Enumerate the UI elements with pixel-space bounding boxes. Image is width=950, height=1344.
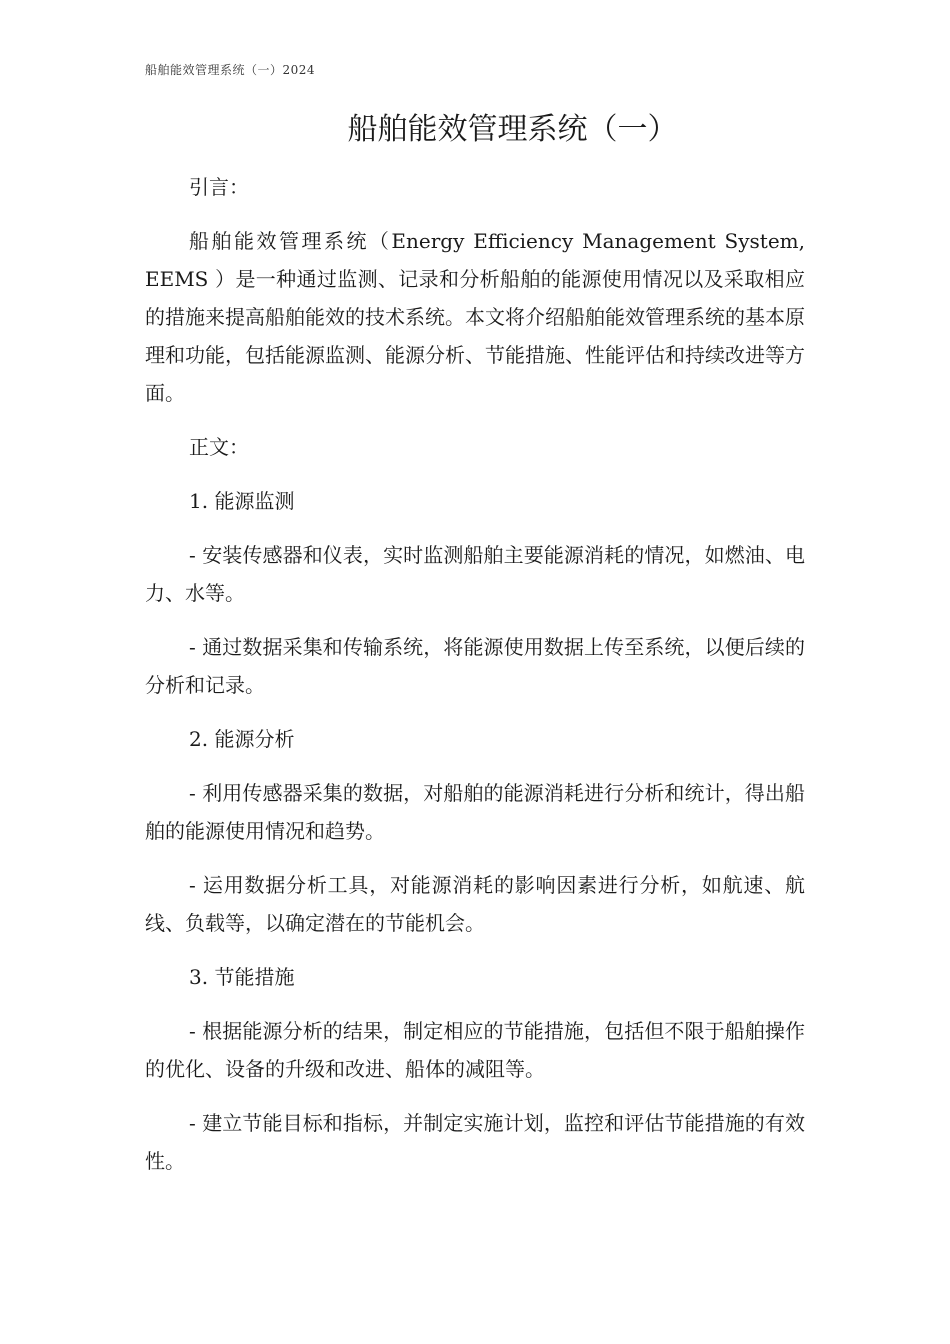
section-heading: 1. 能源监测 [189, 489, 295, 513]
section-heading: 3. 节能措施 [189, 965, 295, 989]
intro-label: 引言： [189, 175, 249, 199]
bullet-item: - 运用数据分析工具，对能源消耗的影响因素进行分析，如航速、航线、负载等，以确定潜在的节能机会。 [145, 873, 805, 935]
document-body [145, 168, 805, 1196]
section-energy-saving-measures [145, 958, 805, 1180]
bullet-item: - 通过数据采集和传输系统，将能源使用数据上传至系统，以便后续的分析和记录。 [145, 635, 805, 697]
section-energy-monitoring [145, 482, 805, 704]
bullet-item: - 根据能源分析的结果，制定相应的节能措施，包括但不限于船舶操作的优化、设备的升级和改进、船体的减阻等。 [145, 1019, 805, 1081]
document-title: 船舶能效管理系统（一） [347, 112, 678, 147]
bullet-item: - 建立节能目标和指标，并制定实施计划，监控和评估节能措施的有效性。 [145, 1111, 805, 1173]
bullet-item: - 利用传感器采集的数据，对船舶的能源消耗进行分析和统计，得出船舶的能源使用情况和趋势。 [145, 781, 805, 843]
bullet-item: - 安装传感器和仪表，实时监测船舶主要能源消耗的情况，如燃油、电力、水等。 [145, 543, 805, 605]
section-energy-analysis [145, 720, 805, 942]
intro-paragraph: 船舶能效管理系统（Energy Efficiency Management System, EEMS ）是一种通过监测、记录和分析船舶的能源使用情况以及采取相应的措施来提高船舶能效的技术系统。本文将介绍船舶能效管理系统的基本原理和功能，包括能源监测、能源分析、节能措施、性能评估和持续改进等方面。 [145, 229, 805, 405]
running-header: 船舶能效管理系统（一）2024 [145, 63, 316, 77]
body-label: 正文： [189, 435, 249, 459]
section-heading: 2. 能源分析 [189, 727, 295, 751]
